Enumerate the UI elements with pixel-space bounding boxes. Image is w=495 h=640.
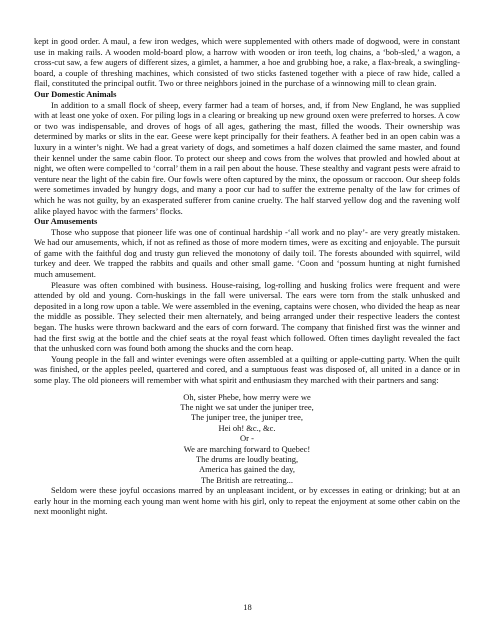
paragraph-domestic-animals: In addition to a small flock of sheep, every farmer had a team of horses, and, if from New England, he was supplied with at least one yoke of oxen. For piling logs in a clearing or breaking up new ground oxen were preferred to horses. A cow or two was indispensable, and droves of hogs of all ages, gathering the mast, filled the woods. Their ownership was determined by marks or slits in the ear. Geese were kept principally for their feathers. A feather bed in an open cabin was a luxury in a winter’s night. We had a great variety of dogs, and sometimes a half dozen claimed the same master, and found their kennel under the same cabin floor. To protect our sheep and cows from the wolves that prowled and howled about at night, we often were compelled to ‘corral’ them in a rail pen about the house. These stealthy and vagrant pests were afraid to venture near the light of the cabin fire. Our fowls were often captured by the minx, the opossum or raccoon. Our sheep folds were sometimes invaded by hungry dogs, and many a poor cur had to suffer the extreme penalty of the law for crimes of which he was not guilty, by an exasperated sufferer from canine cruelty. The half starved yellow dog and the ravening wolf alike played havoc with the farmers’ flocks.: [34, 99, 460, 216]
verse-line: The night we sat under the juniper tree,: [180, 402, 314, 412]
song-verse: [34, 392, 460, 486]
verse-line: The British are retreating...: [200, 474, 294, 485]
paragraph-amusements-1: Those who suppose that pioneer life was one of continual hardship -‘all work and no play’- are very greatly mistaken. We had our amusements, which, if not as refined as those of more modern times, were as exciting and enjoyable. The pursuit of game with the faithful dog and trusty gun relieved the monotony of daily toil. The forests abounded with squirrel, wild turkey and deer. We trapped the rabbits and quails and other small game. ‘Coon and ‘possum hunting at night furnished much amusement.: [34, 226, 460, 280]
page-number: 18: [243, 602, 252, 612]
verse-line: The juniper tree, the juniper tree,: [190, 412, 304, 423]
closing-paragraph: Seldom were these joyful occasions marred by an unpleasant incident, or by excesses in eating or drinking; but at an early hour in the morning each young man went home with his girl, only to repeat the enjoyment at some other cabin on the next moonlight night.: [34, 485, 460, 517]
verse-line: Hei oh! &c., &c.: [218, 422, 276, 433]
verse-line: Or -: [240, 433, 254, 444]
paragraph-amusements-3: Young people in the fall and winter evenings were often assembled at a quilting or apple-cutting party. When the quilt was finished, or the apples peeled, quartered and cored, and a sumptuous feast was disposed of, all united in a dance or in some play. The old pioneers will remember with what spirit and enthusiasm they marched with their partners and sang:: [34, 353, 460, 385]
paragraph-amusements-2: Pleasure was often combined with business. House-raising, log-rolling and husking frolics were frequent and were attended by old and young. Corn-huskings in the fall were universal. The ears were torn from the stalk unhusked and deposited in a long row upon a table. We were assembled in the evening, captains were chosen, who divided the heap as near the middle as possible. They selected their men alternately, and being arranged under their respective leaders the contest began. The husks were thrown backward and the ears of corn forward. The company that finished first was the winner and had the first swig at the bottle and the chief seats at the royal feast which followed. Often times daylight revealed the fact that the unhusked corn was found both among the shucks and the corn heap.: [34, 279, 460, 354]
intro-paragraph: kept in good order. A maul, a few iron wedges, which were supplemented with others made of dogwood, were in constant use in making rails. A wooden mold-board plow, a harrow with wooden or iron teeth, log chains, a ‘bob-sled,’ a wagon, a cross-cut saw, a few augers of different sizes, a gimlet, a hammer, a hoe and grubbing hoe, a rake, a flax-break, a swingling-board, a couple of threshing machines, which consisted of two sticks fastened together with a piece of raw hide, called a flail, constituted the principal outfit. Two or three neighbors joined in the purchase of a winnowing mill to clean grain.: [34, 36, 460, 89]
verse-line: We are marching forward to Quebec!: [183, 443, 311, 454]
verse-line: Oh, sister Phebe, how merry were we: [183, 391, 311, 402]
section-heading-amusements: Our Amusements: [34, 216, 98, 227]
verse-line: The drums are loudly beating,: [195, 454, 299, 465]
section-heading-domestic-animals: Our Domestic Animals: [34, 88, 117, 99]
document-page: [34, 36, 460, 517]
verse-line: America has gained the day,: [199, 464, 295, 475]
